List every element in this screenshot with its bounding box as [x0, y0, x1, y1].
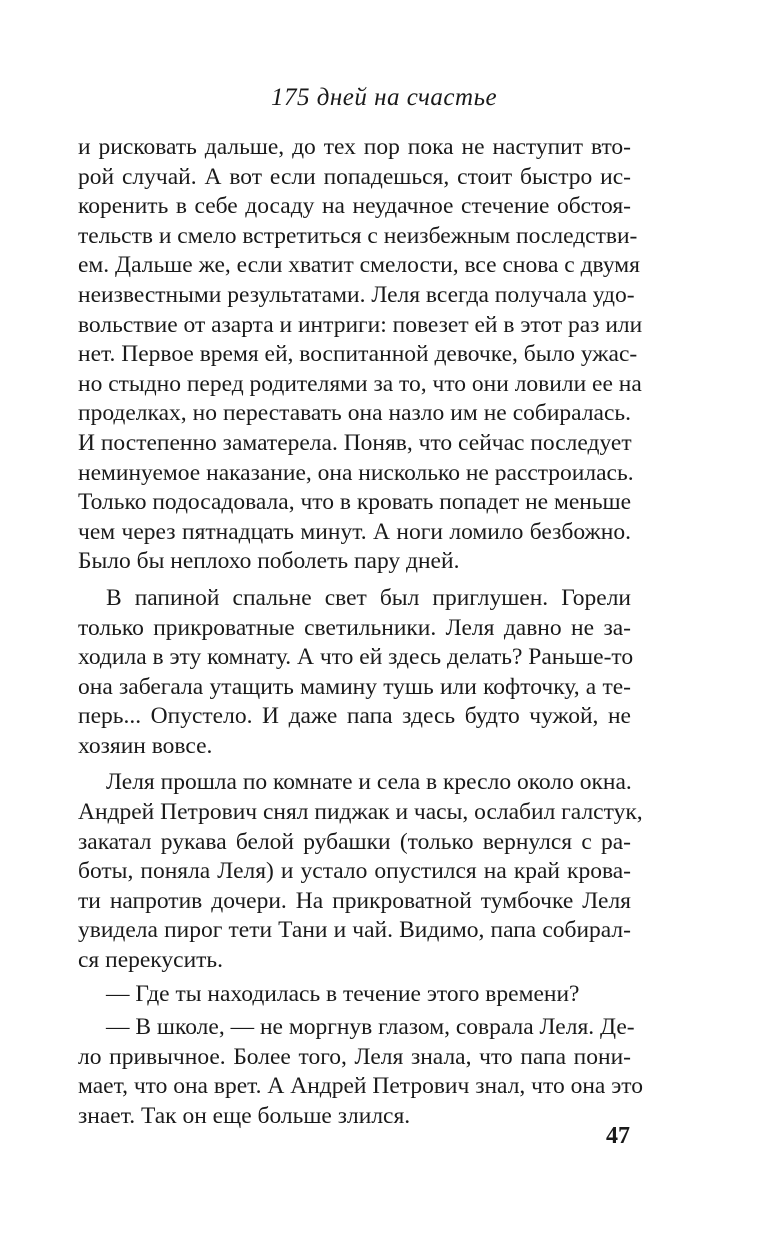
text-line: закатал рукава белой рубашки (только вернулся с ра- [78, 828, 631, 855]
text-line: В папиной спальне свет был приглушен. Горели [106, 584, 631, 611]
text-line: увидела пирог тети Тани и чай. Видимо, папа собирал- [78, 917, 631, 944]
text-line: И постепенно заматерела. Поняв, что сейчас последует [78, 429, 632, 456]
text-line: чем через пятнадцать минут. А ноги ломило безбожно. [78, 518, 631, 545]
text-line: неминуемое наказание, она нисколько не расстроилась. [78, 459, 634, 486]
text-line: Было бы неплохо поболеть пару дней. [78, 548, 460, 575]
text-line: перь... Опустело. И даже папа здесь будто чужой, не [78, 703, 631, 730]
paragraph [78, 768, 643, 975]
text-line: тельств и смело встретиться с неизбежным последстви- [78, 222, 638, 249]
paragraph [78, 584, 634, 762]
text-line: Только подосадовала, что в кровать попадет не меньше [78, 489, 632, 516]
text-line: проделках, но переставать она назло им не собиралась. [78, 400, 631, 427]
text-line: только прикроватные светильники. Леля давно не за- [78, 614, 631, 641]
text-line: хозяин вовсе. [78, 732, 213, 759]
text-line: ем. Дальше же, если хватит смелости, все снова с двумя [78, 252, 640, 279]
text-line: боты, поняла Леля) и устало опустился на край крова- [78, 858, 631, 885]
text-line: — В школе, — не моргнув глазом, соврала Леля. Де- [106, 1014, 635, 1041]
paragraph [78, 133, 643, 577]
running-head: 175 дней на счастье [270, 84, 498, 111]
paragraph-gap [78, 761, 631, 768]
text-line: ло привычное. Более того, Леля знала, что папа пони- [78, 1043, 631, 1070]
text-line: рой случай. А вот если попадешься, стоит быстро ис- [78, 163, 631, 190]
text-line: вольствие от азарта и интриги: повезет ей в этот раз или [78, 311, 643, 338]
text-line: неизвестными результатами. Леля всегда получала удо- [78, 281, 635, 308]
text-line: и рисковать дальше, до тех пор пока не наступит вто- [78, 134, 631, 160]
page-number: 47 [606, 1123, 630, 1149]
text-line: ти напротив дочери. На прикроватной тумбочке Леля [78, 887, 631, 914]
text-line: но стыдно перед родителями за то, что они ловили ее на [78, 370, 642, 397]
text-line: коренить в себе досаду на неудачное стечение обстоя- [78, 193, 631, 220]
text-line: ся перекусить. [78, 947, 224, 974]
paragraph [78, 1013, 643, 1131]
text-line: мает, что она врет. А Андрей Петрович знал, что она это [78, 1073, 643, 1100]
text-line: Леля прошла по комнате и села в кресло около окна. [106, 769, 632, 796]
text-line: ходила в эту комнату. А что ей здесь делать? Раньше-то [78, 644, 634, 671]
text-line: знает. Так он еще больше злился. [78, 1103, 411, 1129]
text-line: Андрей Петрович снял пиджак и часы, ослабил галстук, [78, 799, 643, 826]
text-line: нет. Первое время ей, воспитанной девочке, было ужас- [78, 341, 638, 368]
body-text [78, 133, 643, 1132]
paragraph [78, 980, 631, 1010]
paragraph-gap [78, 577, 631, 584]
text-line: она забегала утащить мамину тушь или кофточку, а те- [78, 673, 631, 700]
text-line: — Где ты находилась в течение этого времени? [106, 980, 580, 1007]
